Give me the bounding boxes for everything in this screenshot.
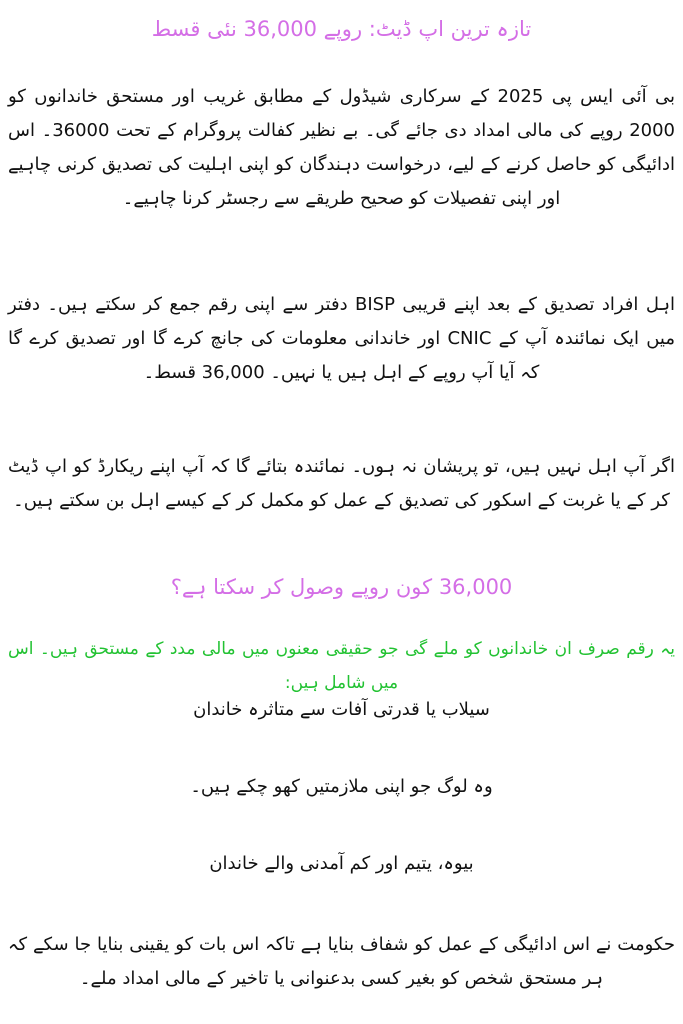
paragraph-not-eligible: اگر آپ اہل نہیں ہیں، تو پریشان نہ ہوں۔ نمائندہ بتائے گا کہ آپ اپنے ریکارڈ کو اپ ڈیٹ کر کے یا غربت کے اسکور کی تصدیق کے عمل کو مکمل کر کے کیسے اہل بن سکتے ہیں۔: [8, 456, 675, 511]
page-title: تازہ ترین اپ ڈیٹ: روپے 36,000 نئی قسط: [151, 17, 532, 41]
paragraph-eligibility: بی آئی ایس پی 2025 کے سرکاری شیڈول کے مطابق غریب اور مستحق خاندانوں کو 2000 روپے کی مالی امداد دی جائے گی۔ بے نظیر کفالت پروگرام کے تحت 36000۔ اس ادائیگی کو حاصل کرنے کے لیے، درخواست دہندگان کو اپنی اہلیت کی تصدیق کرنی چاہیے اور اپنی تفصیلات کو صحیح طریقے سے رجسٹر کرنا چاہیے۔: [8, 86, 676, 209]
eligibility-intro: یہ رقم صرف ان خاندانوں کو ملے گی جو حقیقی معنوں میں مالی مدد کے مستحق ہیں۔ اس میں شامل ہیں:: [8, 639, 675, 693]
list-item: سیلاب یا قدرتی آفات سے متاثرہ خاندان: [193, 699, 490, 720]
list-item: بیوہ، یتیم اور کم آمدنی والے خاندان: [209, 853, 474, 874]
paragraph-collection: اہل افراد تصدیق کے بعد اپنے قریبی BISP دفتر سے اپنی رقم جمع کر سکتے ہیں۔ دفتر میں ایک نمائندہ آپ کے CNIC اور خاندانی معلومات کی جانچ کرے گا اور تصدیق کرے گا کہ آیا آپ روپے کے اہل ہیں یا نہیں۔ 36,000 قسط۔: [8, 294, 676, 383]
closing-paragraph: حکومت نے اس ادائیگی کے عمل کو شفاف بنایا ہے تاکہ اس بات کو یقینی بنایا جا سکے کہ ہر مستحق شخص کو بغیر کسی بدعنوانی یا تاخیر کے مالی امداد ملے۔: [8, 934, 675, 989]
section-heading: 36,000 کون روپے وصول کر سکتا ہے؟: [170, 575, 513, 599]
list-item: وہ لوگ جو اپنی ملازمتیں کھو چکے ہیں۔: [190, 776, 493, 797]
